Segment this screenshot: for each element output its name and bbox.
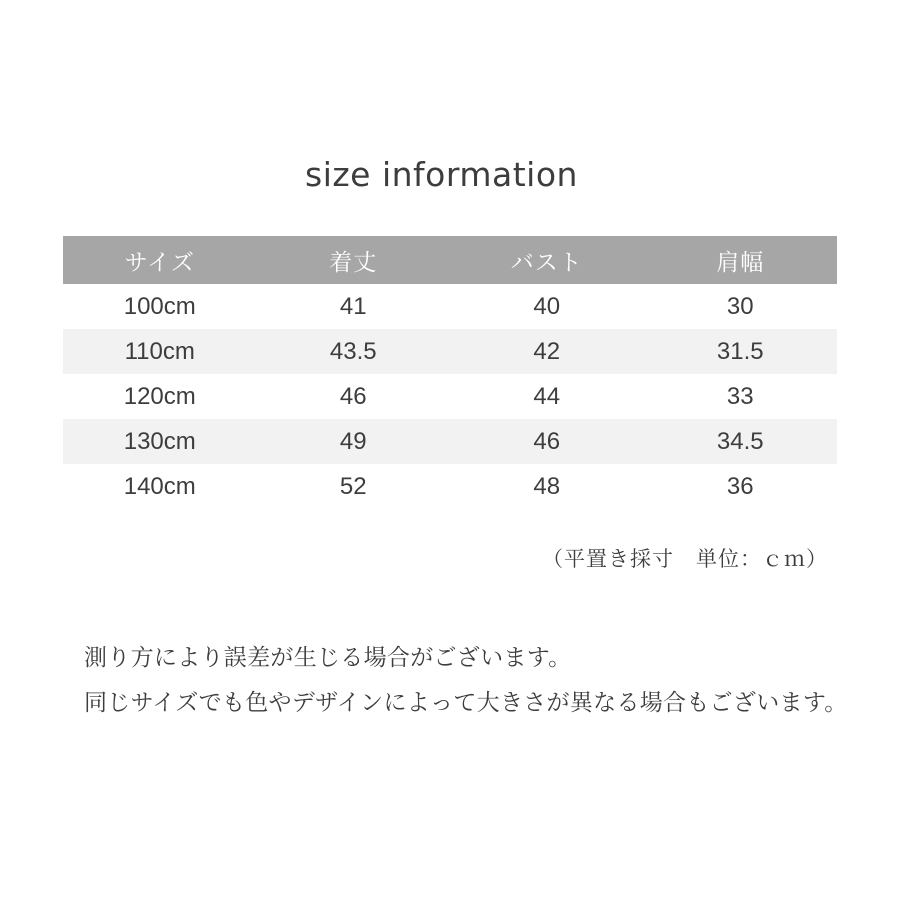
table-row xyxy=(63,419,837,464)
cell-bust: 40 xyxy=(450,284,644,329)
cell-length: 46 xyxy=(257,374,451,419)
cell-length: 43.5 xyxy=(257,329,451,374)
table-header xyxy=(63,236,837,284)
note-line: 測り方により誤差が生じる場合がございます。 xyxy=(84,644,572,670)
cell-length: 41 xyxy=(257,284,451,329)
cell-bust: 44 xyxy=(450,374,644,419)
cell-shoulder: 30 xyxy=(644,284,838,329)
cell-bust: 46 xyxy=(450,419,644,464)
cell-shoulder: 36 xyxy=(644,464,838,509)
cell-length: 49 xyxy=(257,419,451,464)
note-line: 同じサイズでも色やデザインによって大きさが異なる場合もございます。 xyxy=(84,689,848,715)
table-row xyxy=(63,464,837,509)
cell-size: 130cm xyxy=(63,419,257,464)
cell-length: 52 xyxy=(257,464,451,509)
page-title: size information xyxy=(305,155,578,194)
cell-size: 100cm xyxy=(63,284,257,329)
cell-bust: 42 xyxy=(450,329,644,374)
cell-size: 140cm xyxy=(63,464,257,509)
size-table xyxy=(63,236,837,509)
table-row xyxy=(63,329,837,374)
column-header-bust: バスト xyxy=(450,236,644,284)
table-body xyxy=(63,284,837,509)
column-header-shoulder: 肩幅 xyxy=(644,236,838,284)
column-header-length: 着丈 xyxy=(257,236,451,284)
table-row xyxy=(63,374,837,419)
measurement-unit-note: （平置き採寸 単位：ｃｍ） xyxy=(542,548,828,571)
cell-bust: 48 xyxy=(450,464,644,509)
cell-size: 110cm xyxy=(63,329,257,374)
cell-shoulder: 31.5 xyxy=(644,329,838,374)
table-header-row xyxy=(63,236,837,284)
column-header-size: サイズ xyxy=(63,236,257,284)
cell-shoulder: 34.5 xyxy=(644,419,838,464)
cell-shoulder: 33 xyxy=(644,374,838,419)
disclaimer-notes xyxy=(84,635,864,725)
cell-size: 120cm xyxy=(63,374,257,419)
table-row xyxy=(63,284,837,329)
